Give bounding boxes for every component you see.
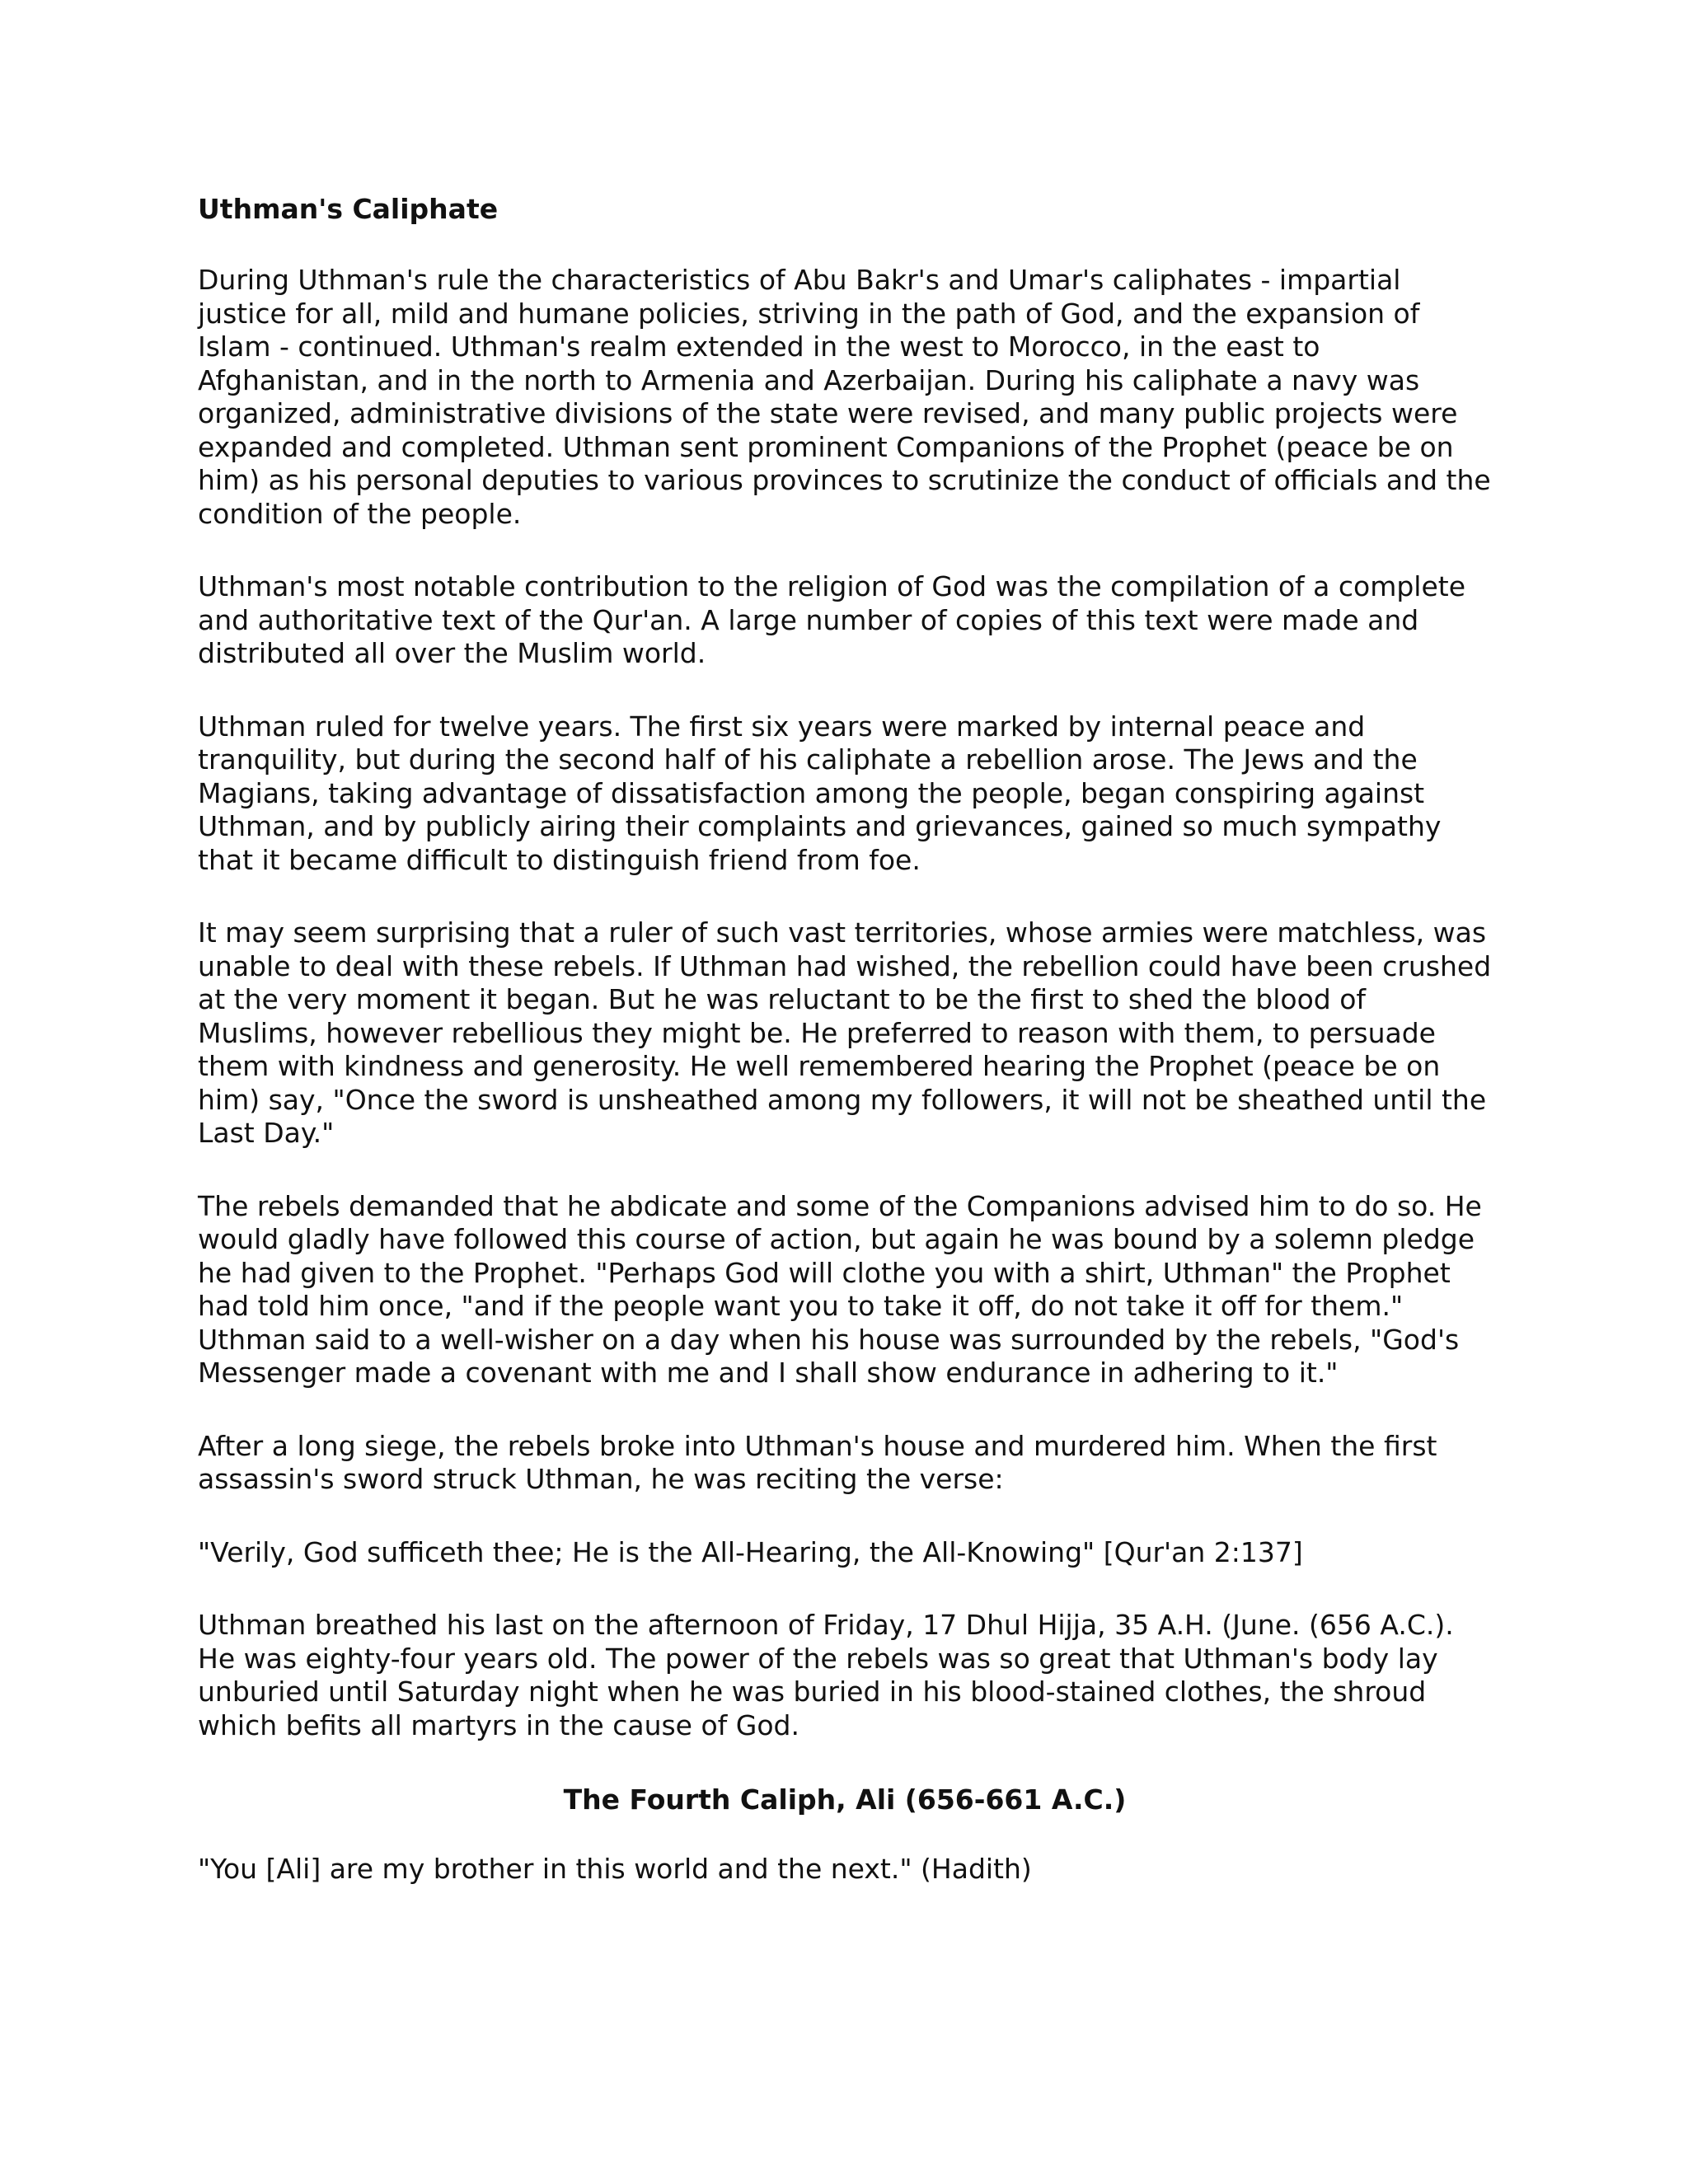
paragraph-quran-compilation: Uthman's most notable contribution to the religion of God was the compilation of a complete and authoritative text of the Qur'an. A large number of copies of this text were made and distributed all over the Muslim world. [198, 570, 1465, 669]
paragraph-reluctance: It may seem surprising that a ruler of such vast territories, whose armies were matchless, was unable to deal with these rebels. If Uthman had wished, the rebellion could have been crushed at the very moment it began. But he was reluctant to be the first to shed the blood of Muslims, however rebellious they might be. He preferred to reason with them, to persuade them with kindness and generosity. He well remembered hearing the Prophet (peace be on him) say, "Once the sword is unsheathed among my followers, it will not be sheathed until the Last Day." [198, 916, 1492, 1149]
paragraph-abdication: The rebels demanded that he abdicate and some of the Companions advised him to do so. He would gladly have followed this course of action, but again he was bound by a solemn pledge he had given to the Prophet. "Perhaps God will clothe you with a shirt, Uthman" the Prophet had told him once, "and if the people want you to take it off, do not take it off for them." Uthman said to a well-wisher on a day when his house was surrounded by the rebels, "God's Messenger made a covenant with me and I shall show endurance in adhering to it." [198, 1189, 1482, 1389]
paragraph-rebellion: Uthman ruled for twelve years. The first six years were marked by internal peace and tranquility, but during the second half of his caliphate a rebellion arose. The Jews and the Magians, taking advantage of dissatisfaction among the people, began conspiring against Uthman, and by publicly airing their complaints and grievances, gained so much sympathy that it became difficult to distinguish friend from foe. [198, 710, 1442, 876]
section-title: Uthman's Caliphate [198, 193, 499, 225]
paragraph-verse: "Verily, God sufficeth thee; He is the All-Hearing, the All-Knowing" [Qur'an 2:137] [198, 1535, 1303, 1568]
paragraph-death: Uthman breathed his last on the afternoon of Friday, 17 Dhul Hijja, 35 A.H. (June. (656 A.C.). He was eighty-four years old. The power of the rebels was so great that Uthman's body lay unburied until Saturday night when he was buried in his blood-stained clothes, the shroud which befits all martyrs in the cause of God. [198, 1609, 1454, 1741]
next-section-heading: The Fourth Caliph, Ali (656-661 A.C.) [563, 1783, 1127, 1816]
document-page [198, 191, 1492, 1926]
paragraph-siege: After a long siege, the rebels broke into Uthman's house and murdered him. When the first assassin's sword struck Uthman, he was reciting the verse: [198, 1429, 1437, 1495]
paragraph-uthman-rule: During Uthman's rule the characteristics of Abu Bakr's and Umar's caliphates - impartial justice for all, mild and humane policies, striving in the path of God, and the expansion of Islam - continued. Uthman's realm extended in the west to Morocco, in the east to Afghanistan, and in the north to Armenia and Azerbaijan. During his caliphate a navy was organized, administrative divisions of the state were revised, and many public projects were expanded and completed. Uthman sent prominent Companions of the Prophet (peace be on him) as his personal deputies to various provinces to scrutinize the conduct of officials and the condition of the people. [198, 264, 1491, 530]
epigraph: "You [Ali] are my brother in this world and the next." (Hadith) [198, 1853, 1032, 1885]
